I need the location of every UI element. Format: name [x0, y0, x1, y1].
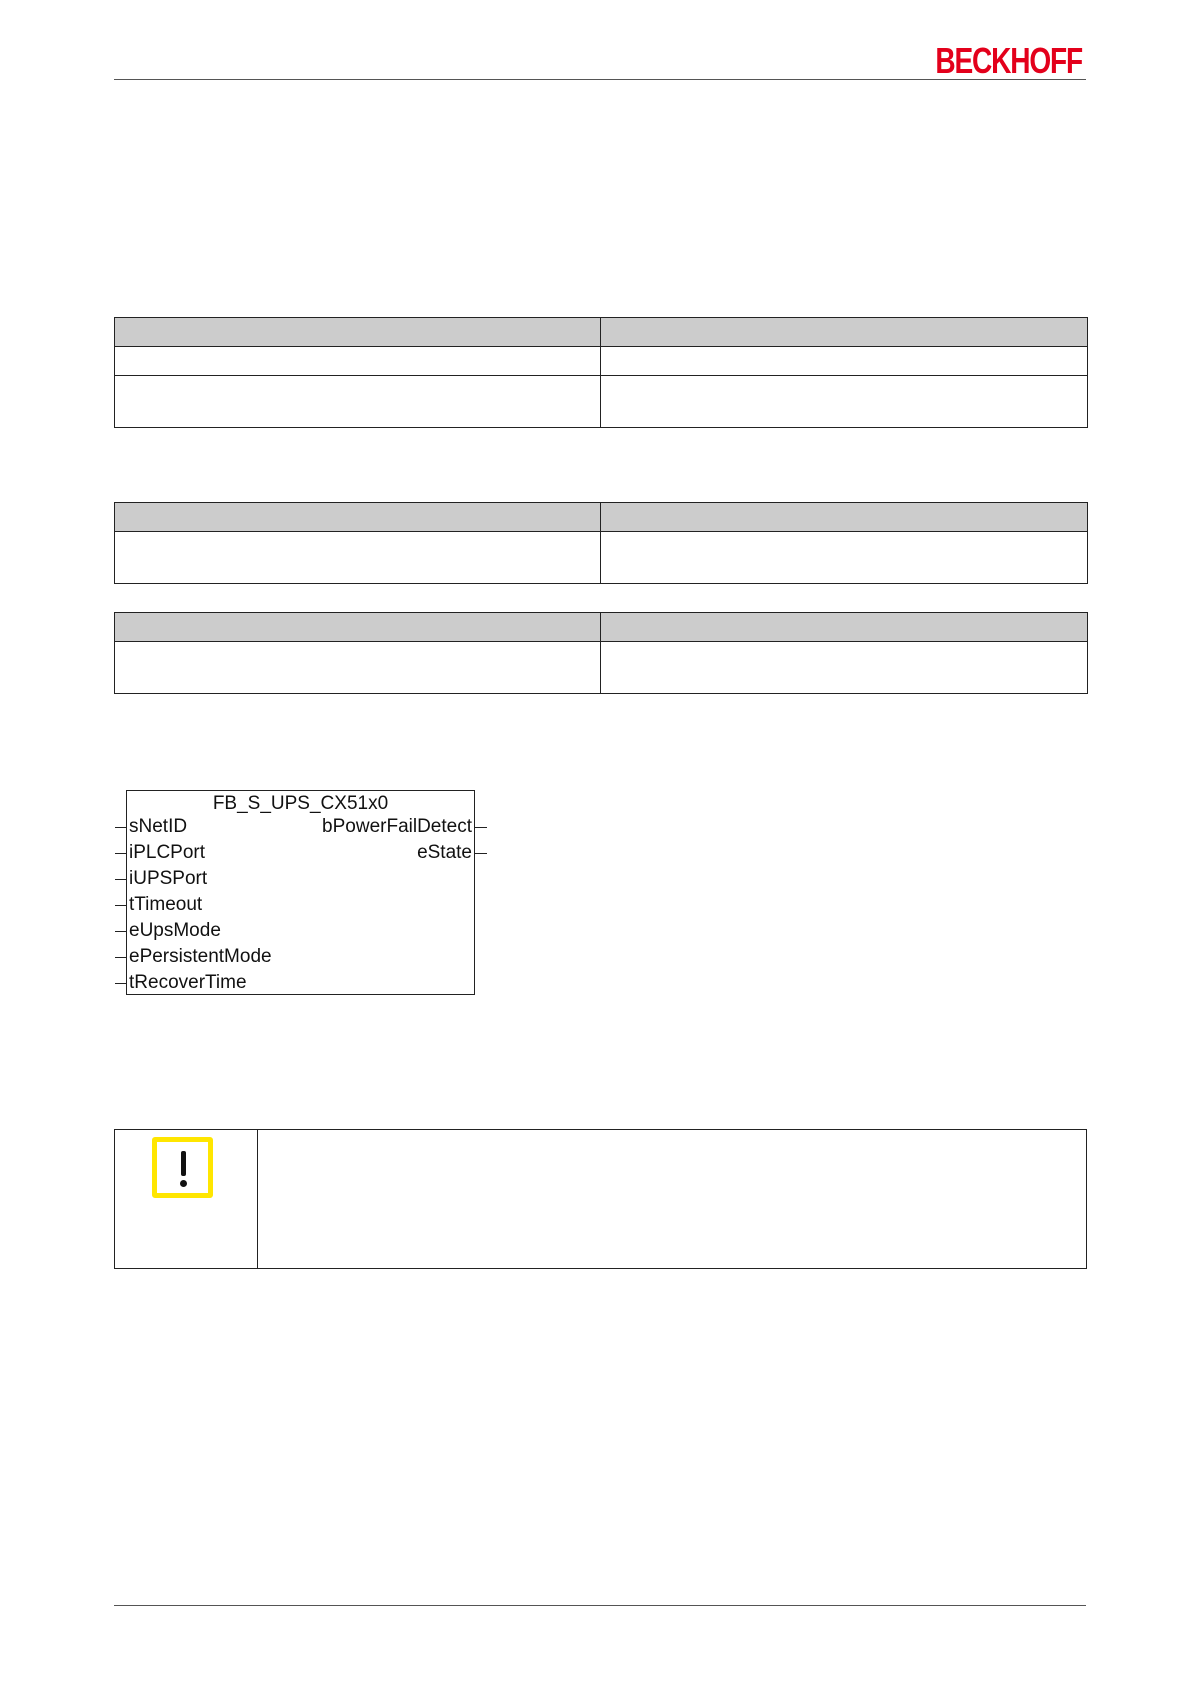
fb-input-pin	[115, 879, 126, 880]
table-cell	[115, 532, 601, 584]
table-cell	[115, 347, 601, 376]
fb-input-pin	[115, 905, 126, 906]
fb-input-label: iPLCPort	[129, 842, 206, 863]
table-3	[114, 612, 1088, 694]
fb-input-pin	[115, 957, 126, 958]
fb-input-label: tRecoverTime	[129, 972, 247, 993]
table-header-row	[115, 503, 1088, 532]
fb-input-label: eUpsMode	[129, 920, 221, 941]
fb-input-label: ePersistentMode	[129, 946, 272, 967]
beckhoff-logo: BECKHOFF	[935, 40, 1082, 81]
function-block-diagram	[126, 790, 475, 995]
table-header-row	[115, 613, 1088, 642]
table-row	[115, 532, 1088, 584]
table-header-cell	[601, 613, 1088, 642]
fb-output-pin	[475, 827, 487, 828]
table-cell	[601, 376, 1088, 428]
function-block-title: FB_S_UPS_CX51x0	[212, 793, 389, 814]
table-header-row	[115, 318, 1088, 347]
table-header-cell	[601, 503, 1088, 532]
table-cell	[115, 376, 601, 428]
table-header-cell	[115, 503, 601, 532]
table-header-cell	[115, 613, 601, 642]
exclamation-icon	[152, 1137, 213, 1198]
header-rule	[114, 79, 1086, 80]
table-cell	[115, 642, 601, 694]
attention-note-box	[114, 1129, 1087, 1269]
table-header-cell	[601, 318, 1088, 347]
fb-output-pin	[475, 853, 487, 854]
fb-input-pin	[115, 853, 126, 854]
fb-output-label: eState	[417, 842, 472, 863]
table-cell	[601, 347, 1088, 376]
table-row	[115, 347, 1088, 376]
table-cell	[601, 532, 1088, 584]
fb-output-label: bPowerFailDetect	[322, 816, 472, 837]
footer-rule	[114, 1605, 1086, 1606]
fb-input-label: sNetID	[129, 816, 188, 837]
table-1	[114, 317, 1088, 428]
fb-input-label: tTimeout	[129, 894, 203, 915]
table-row	[115, 376, 1088, 428]
fb-input-pin	[115, 931, 126, 932]
fb-input-label: iUPSPort	[129, 868, 208, 889]
fb-input-pin	[115, 827, 126, 828]
table-2	[114, 502, 1088, 584]
table-header-cell	[115, 318, 601, 347]
table-row	[115, 642, 1088, 694]
table-cell	[601, 642, 1088, 694]
note-divider	[257, 1130, 258, 1268]
fb-input-pin	[115, 983, 126, 984]
